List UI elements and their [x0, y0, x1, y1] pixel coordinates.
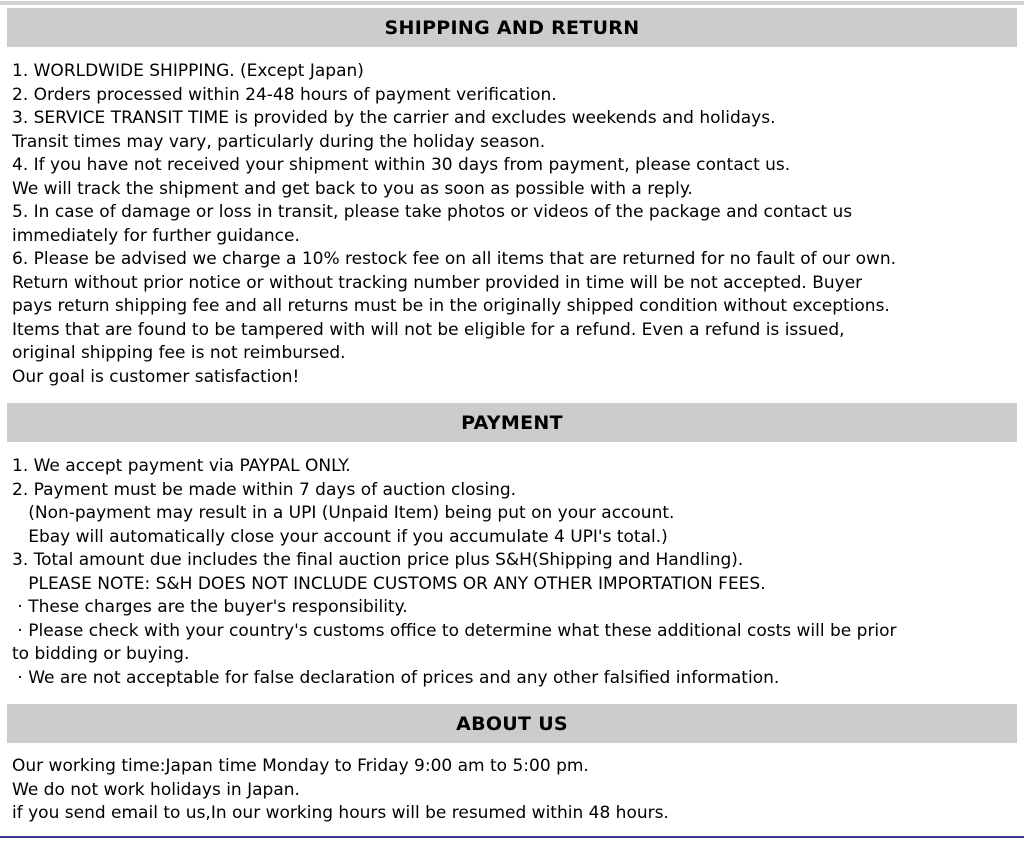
policy-line: 3. SERVICE TRANSIT TIME is provided by the carrier and excludes weekends and holidays. [12, 108, 776, 128]
section-about-us [0, 704, 1024, 826]
policy-line: Our goal is customer satisfaction! [12, 366, 300, 387]
policy-line: pays return shipping fee and all returns must be in the originally shipped condition without exceptions. [12, 296, 890, 316]
policy-line: 4. If you have not received your shipment within 30 days from payment, please contact us. [12, 155, 791, 175]
policy-line: 1. We accept payment via PAYPAL ONLY. [12, 456, 351, 476]
section-body-shipping-and-return [0, 47, 1024, 403]
policy-line: Transit times may vary, particularly during the holiday season. [12, 131, 546, 152]
section-header-shipping-and-return [7, 8, 1017, 47]
policy-line: 2. Orders processed within 24-48 hours of payment verification. [12, 84, 557, 105]
policy-line: Ebay will automatically close your account if you accumulate 4 UPI's total.) [12, 526, 668, 547]
policy-line: · Please check with your country's customs office to determine what these additional costs will be prior [12, 620, 897, 641]
policy-line: immediately for further guidance. [12, 225, 300, 246]
policy-line: Items that are found to be tampered with will not be eligible for a refund. Even a refund is issued, [12, 319, 845, 340]
bottom-divider-line [0, 836, 1024, 838]
section-body-about-us [0, 743, 1024, 826]
policy-line: PLEASE NOTE: S&H DOES NOT INCLUDE CUSTOMS OR ANY OTHER IMPORTATION FEES. [12, 573, 766, 594]
top-border-strip [0, 1, 1024, 5]
section-title: SHIPPING AND RETURN [384, 16, 640, 39]
policy-line: · These charges are the buyer's responsibility. [12, 597, 408, 617]
policy-line: We do not work holidays in Japan. [12, 779, 300, 800]
policy-line: original shipping fee is not reimbursed. [12, 343, 346, 363]
policy-line: We will track the shipment and get back to you as soon as possible with a reply. [12, 178, 693, 199]
policy-line: 1. WORLDWIDE SHIPPING. (Except Japan) [12, 61, 364, 81]
policy-line: to bidding or buying. [12, 644, 190, 664]
section-body-payment [0, 442, 1024, 704]
policy-line: (Non-payment may result in a UPI (Unpaid Item) being put on your account. [12, 503, 675, 523]
policy-line: · We are not acceptable for false declaration of prices and any other falsified information. [12, 667, 780, 688]
section-payment [0, 403, 1024, 704]
section-header-payment [7, 403, 1017, 442]
policy-line: if you send email to us,In our working hours will be resumed within 48 hours. [12, 803, 669, 823]
policy-line: Return without prior notice or without tracking number provided in time will be not accepted. Buyer [12, 272, 863, 293]
policy-line: 6. Please be advised we charge a 10% restock fee on all items that are returned for no fault of our own. [12, 249, 897, 269]
section-shipping-and-return [0, 8, 1024, 403]
section-header-about-us [7, 704, 1017, 743]
section-title: PAYMENT [461, 411, 563, 434]
policy-line: 3. Total amount due includes the final auction price plus S&H(Shipping and Handling). [12, 550, 744, 570]
policy-line: 5. In case of damage or loss in transit, please take photos or videos of the package and contact us [12, 202, 853, 222]
policy-line: Our working time:Japan time Monday to Friday 9:00 am to 5:00 pm. [12, 756, 589, 776]
policy-line: 2. Payment must be made within 7 days of auction closing. [12, 479, 517, 500]
section-title: ABOUT US [456, 712, 568, 735]
